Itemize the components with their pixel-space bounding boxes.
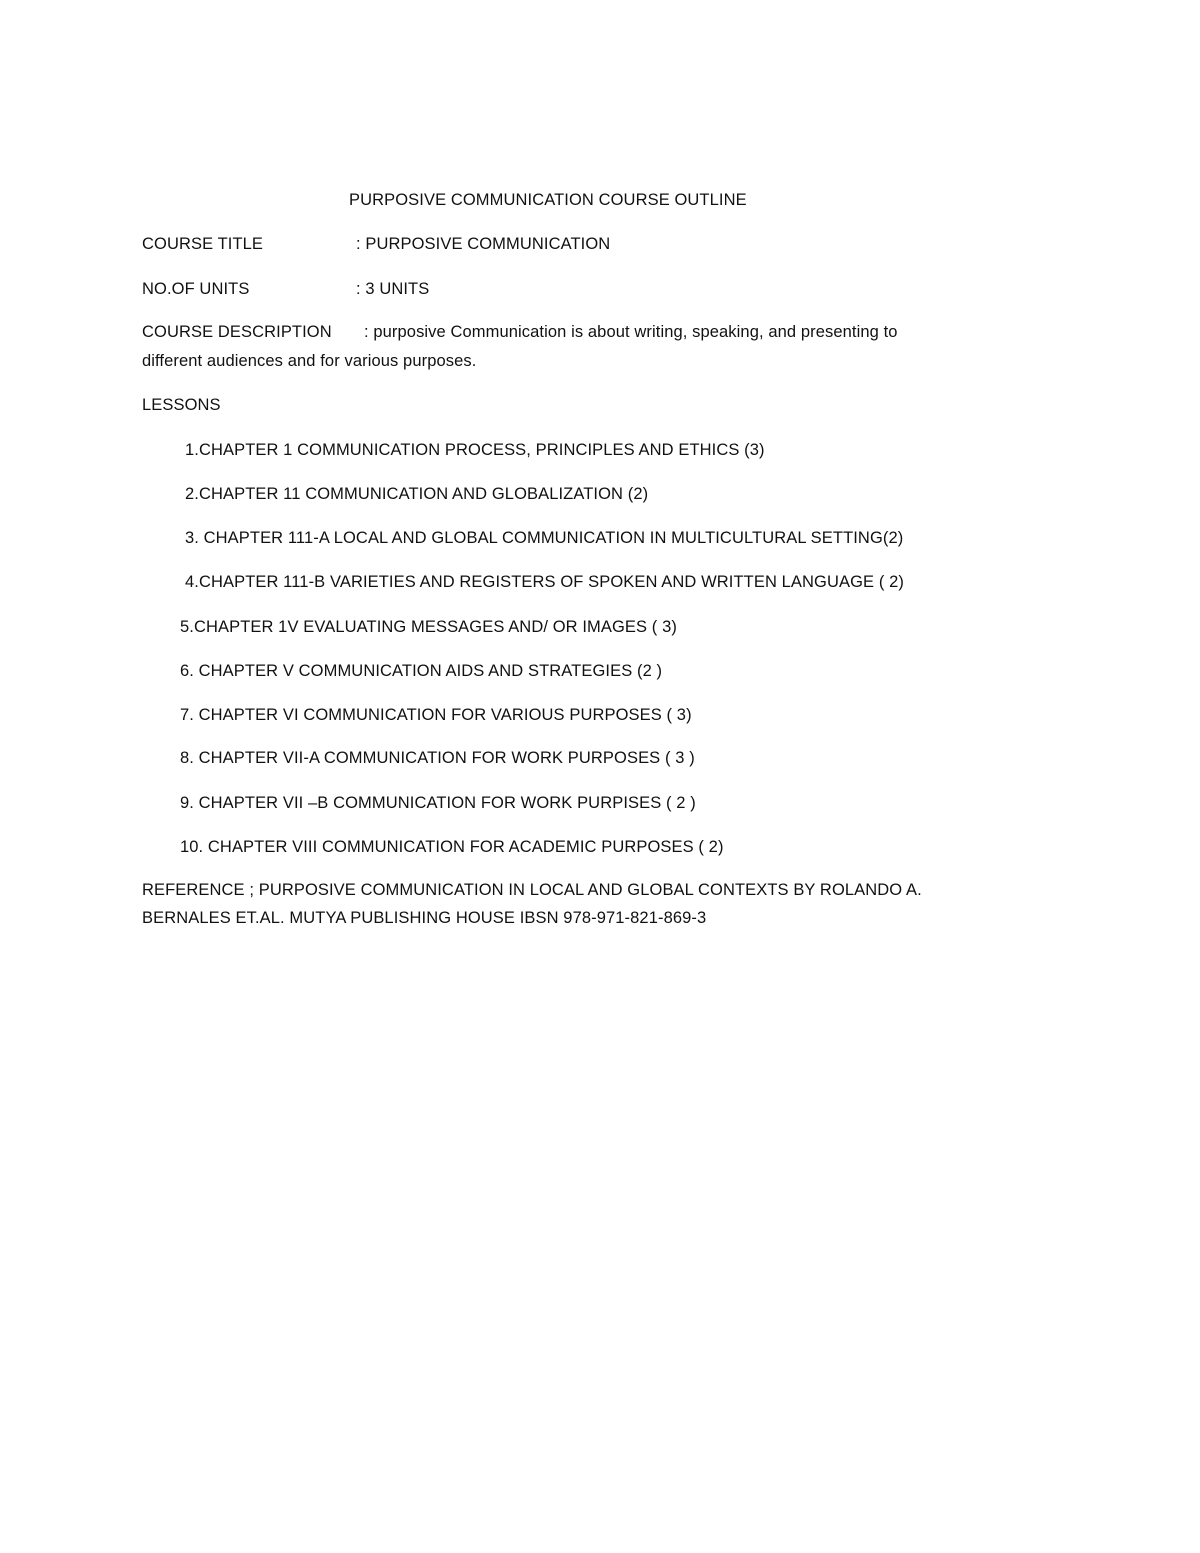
units-label: NO.OF UNITS	[142, 280, 250, 298]
reference-line2: BERNALES ET.AL. MUTYA PUBLISHING HOUSE IBSN 978-971-821-869-3	[142, 909, 707, 927]
lessons-heading: LESSONS	[142, 396, 221, 414]
lesson-item-1: 1.CHAPTER 1 COMMUNICATION PROCESS, PRINCIPLES AND ETHICS (3)	[185, 441, 765, 459]
course-title-value: : PURPOSIVE COMMUNICATION	[356, 235, 611, 253]
course-description-label: COURSE DESCRIPTION	[142, 323, 332, 341]
lesson-item-10: 10. CHAPTER VIII COMMUNICATION FOR ACADEMIC PURPOSES ( 2)	[180, 838, 724, 856]
course-title-label: COURSE TITLE	[142, 235, 264, 253]
lesson-item-6: 6. CHAPTER V COMMUNICATION AIDS AND STRATEGIES (2 )	[180, 662, 663, 680]
document-title: PURPOSIVE COMMUNICATION COURSE OUTLINE	[349, 191, 747, 209]
course-description-text-line2: different audiences and for various purposes.	[142, 352, 477, 370]
lesson-item-5: 5.CHAPTER 1V EVALUATING MESSAGES AND/ OR IMAGES ( 3)	[180, 618, 677, 636]
course-description-text-line1: : purposive Communication is about writing, speaking, and presenting to	[364, 323, 898, 341]
units-value: : 3 UNITS	[356, 280, 430, 298]
lesson-item-3: 3. CHAPTER 111-A LOCAL AND GLOBAL COMMUNICATION IN MULTICULTURAL SETTING(2)	[185, 529, 904, 547]
lesson-item-4: 4.CHAPTER 111-B VARIETIES AND REGISTERS OF SPOKEN AND WRITTEN LANGUAGE ( 2)	[185, 573, 904, 591]
lesson-item-2: 2.CHAPTER 11 COMMUNICATION AND GLOBALIZATION (2)	[185, 485, 649, 503]
reference-line1: REFERENCE ; PURPOSIVE COMMUNICATION IN LOCAL AND GLOBAL CONTEXTS BY ROLANDO A.	[142, 881, 922, 899]
lesson-item-8: 8. CHAPTER VII-A COMMUNICATION FOR WORK PURPOSES ( 3 )	[180, 749, 695, 767]
lesson-item-7: 7. CHAPTER VI COMMUNICATION FOR VARIOUS PURPOSES ( 3)	[180, 706, 692, 724]
lesson-item-9: 9. CHAPTER VII –B COMMUNICATION FOR WORK PURPISES ( 2 )	[180, 794, 696, 812]
